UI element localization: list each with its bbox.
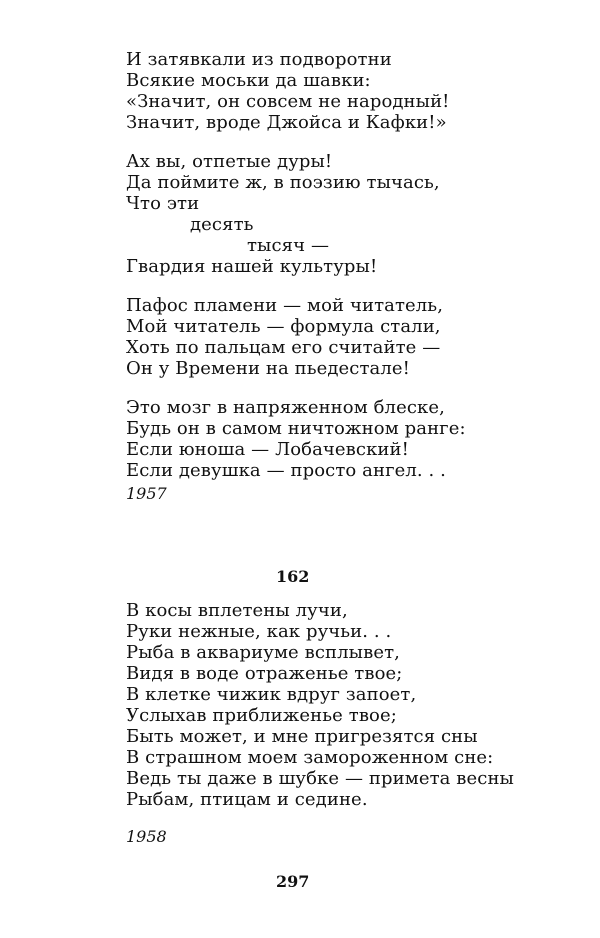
poem-line: Ведь ты даже в шубке — примета весны	[126, 768, 514, 789]
poem-line: Услыхав приближенье твое;	[126, 705, 397, 726]
poem-line: тысяч —	[247, 235, 330, 256]
poem-line: Ах вы, отпетые дуры!	[126, 151, 333, 172]
poem-line: Пафос пламени — мой читатель,	[126, 295, 444, 316]
poem-line: И затявкали из подворотни	[126, 49, 392, 70]
poem-line: Если юноша — Лобачевский!	[126, 439, 409, 460]
poem-date: 1958	[126, 827, 167, 846]
poem-line: десять	[190, 214, 254, 235]
poem-line: Мой читатель — формула стали,	[126, 316, 441, 337]
poem-line: Всякие моськи да шавки:	[126, 70, 371, 91]
poem-line: Да поймите ж, в поэзию тычась,	[126, 172, 440, 193]
poem-line: Будь он в самом ничтожном ранге:	[126, 418, 466, 439]
poem-line: Он у Времени на пьедестале!	[126, 358, 410, 379]
poem-line: Значит, вроде Джойса и Кафки!»	[126, 112, 447, 133]
poem-line: В страшном моем замороженном сне:	[126, 747, 494, 768]
poem-line: В клетке чижик вдруг запоет,	[126, 684, 417, 705]
poem-line: «Значит, он совсем не народный!	[126, 91, 450, 112]
poem-line: Видя в воде отраженье твое;	[126, 663, 403, 684]
poem-line: Если девушка — просто ангел. . .	[126, 460, 447, 481]
poem-line: Это мозг в напряженном блеске,	[126, 397, 445, 418]
poem-line: Руки нежные, как ручьи. . .	[126, 621, 392, 642]
poem-line: Быть может, и мне пригрезятся сны	[126, 726, 478, 747]
poem-line: В косы вплетены лучи,	[126, 600, 348, 621]
poem-date: 1957	[126, 484, 167, 503]
poem-line: Рыбам, птицам и седине.	[126, 789, 368, 810]
page-number: 297	[276, 872, 310, 891]
poem-number: 162	[276, 567, 310, 586]
poem-line: Гвардия нашей культуры!	[126, 256, 378, 277]
poem-line: Что эти	[126, 193, 200, 214]
poem-line: Хоть по пальцам его считайте —	[126, 337, 441, 358]
poem-line: Рыба в аквариуме всплывет,	[126, 642, 400, 663]
